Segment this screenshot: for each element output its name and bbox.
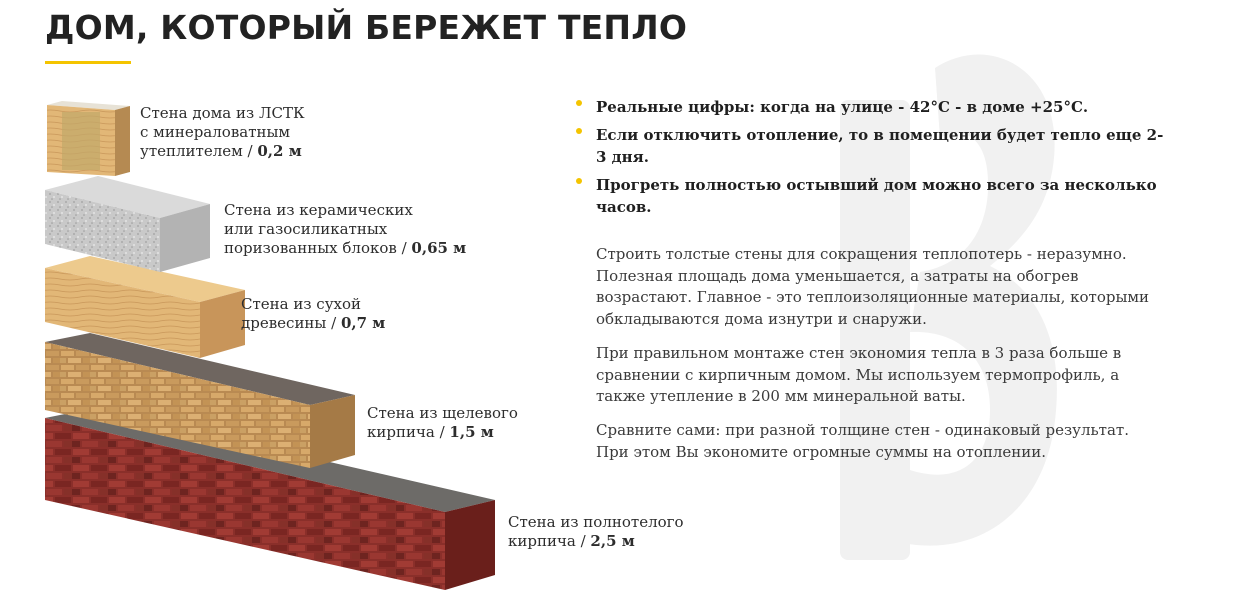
bullet-text: Прогреть полностью остывший дом можно всего за несколько часов. bbox=[596, 176, 1157, 216]
wall-label-full-brick bbox=[508, 513, 684, 551]
paragraph-thick-walls: Строить толстые стены для сокращения теплопотерь - неразумно. Полезная площадь дома уменьшается, а затраты на обогрев возрастают. Главное - это теплоизоляционные материалы, которыми обкладываются дома изнутри и снаружи. bbox=[596, 245, 1150, 328]
bullet-dot-icon bbox=[576, 178, 582, 184]
wall-label-wood bbox=[241, 295, 385, 333]
bullet-dot-icon bbox=[576, 100, 582, 106]
wall-label-slotted-brick bbox=[367, 404, 518, 442]
bullet-text: Реальные цифры: когда на улице - 42°С - в доме +25°С. bbox=[596, 98, 1089, 116]
wall-label-ceramic bbox=[224, 201, 466, 258]
paragraph-installation: При правильном монтаже стен экономия тепла в 3 раза больше в сравнении с кирпичным домом. Мы используем термопрофиль, а также утепление в 200 мм минеральной ваты. bbox=[596, 344, 1122, 405]
wall-label-text: Стена из керамических или газосиликатных поризованных блоков / bbox=[224, 201, 413, 257]
wall-label-lstk bbox=[140, 104, 305, 161]
wall-thickness: 2,5 м bbox=[590, 532, 635, 550]
bullet-text: Если отключить отопление, то в помещении будет тепло еще 2-3 дня. bbox=[596, 126, 1164, 166]
wall-label-text: Стена из полнотелого кирпича / bbox=[508, 513, 684, 550]
paragraph-compare: Сравните сами: при разной толщине стен - одинаковый результат. При этом Вы экономите огромные суммы на отоплении. bbox=[596, 421, 1129, 461]
list-item bbox=[574, 174, 1164, 218]
wall-thickness: 0,7 м bbox=[340, 314, 386, 332]
wall-thickness: 1,5 м bbox=[449, 423, 494, 441]
key-facts-list bbox=[574, 96, 1164, 224]
wall-thickness: 0,65 м bbox=[411, 239, 467, 257]
list-item bbox=[574, 124, 1164, 168]
wall-label-text: Стена из щелевого кирпича / bbox=[367, 404, 518, 441]
page-title: ДОМ, КОТОРЫЙ БЕРЕЖЕТ ТЕПЛО bbox=[45, 8, 688, 47]
wall-label-text: Стена дома из ЛСТК с минераловатным утеплителем / bbox=[140, 104, 305, 160]
bullet-dot-icon bbox=[576, 128, 582, 134]
wall-thickness: 0,2 м bbox=[257, 142, 302, 160]
wall-label-text: Стена из сухой древесины / bbox=[241, 295, 362, 332]
list-item bbox=[574, 96, 1164, 118]
